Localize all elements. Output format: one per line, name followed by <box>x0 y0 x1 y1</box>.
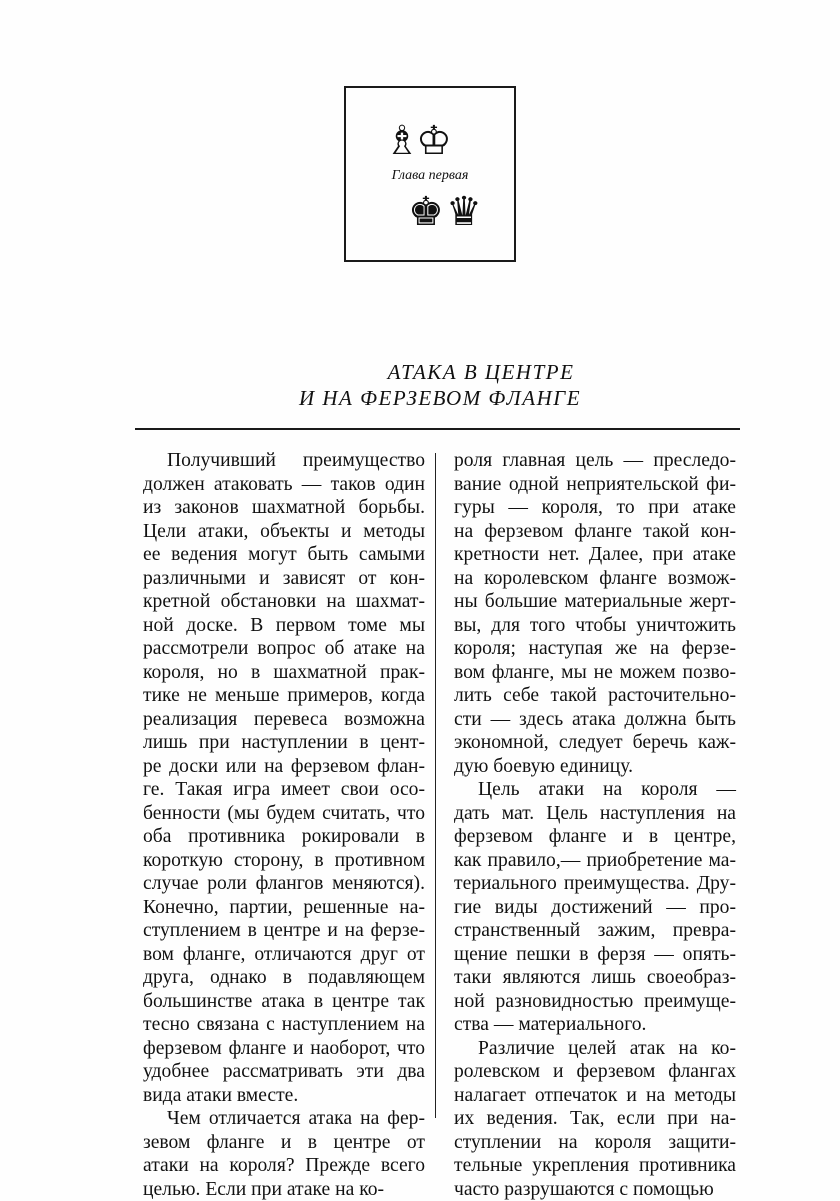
text-line: кретной обстановки на шахмат- <box>143 590 425 614</box>
text-line: различными и зависят от кон- <box>143 567 425 591</box>
text-line: рассмотрели вопрос об атаке на <box>143 637 425 661</box>
text-line: как правило,— приобретение ма- <box>454 849 736 873</box>
text-line: налагает отпечаток и на методы <box>454 1084 736 1108</box>
text-line: ной разновидностью преимуще- <box>454 990 736 1014</box>
text-line: часто разрушаются с помощью <box>454 1178 736 1201</box>
chapter-header-box <box>344 86 516 262</box>
text-line: сти — здесь атака должна быть <box>454 708 736 732</box>
text-line: целью. Если при атаке на ко- <box>143 1178 425 1201</box>
text-line: ной доске. В первом томе мы <box>143 614 425 638</box>
text-line: ства — материального. <box>454 1013 736 1037</box>
text-line: вание одной неприятельской фи- <box>454 473 736 497</box>
text-line: на королевском фланге возмож- <box>454 567 736 591</box>
text-line: из законов шахматной борьбы. <box>143 496 425 520</box>
text-line: большинстве атака в центре так <box>143 990 425 1014</box>
text-line: Чем отличается атака на фер- <box>143 1107 425 1131</box>
black-king-icon: ♚ <box>408 192 444 232</box>
white-king-icon: ♔ <box>416 121 452 161</box>
white-bishop-icon: ♗ <box>384 121 420 161</box>
text-line: ступлением в центре и на ферзе- <box>143 919 425 943</box>
text-line: удобнее рассматривать эти два <box>143 1060 425 1084</box>
text-line: Цели атаки, объекты и методы <box>143 520 425 544</box>
text-line: ступлении на короля защити- <box>454 1131 736 1155</box>
text-line: вы, для того чтобы уничтожить <box>454 614 736 638</box>
text-line: тесно связана с наступлением на <box>143 1013 425 1037</box>
text-line: короткую сторону, в противном <box>143 849 425 873</box>
text-line: тике не меньше примеров, когда <box>143 684 425 708</box>
text-line: оба противника рокировали в <box>143 825 425 849</box>
text-line: атаки на короля? Прежде всего <box>143 1154 425 1178</box>
text-line: на ферзевом фланге такой кон- <box>454 520 736 544</box>
text-line: гие виды достижений — про- <box>454 896 736 920</box>
left-column <box>143 449 425 1201</box>
text-line: лишь при наступлении в цент- <box>143 731 425 755</box>
text-line: ре доски или на ферзевом флан- <box>143 755 425 779</box>
text-line: бенности (мы будем считать, что <box>143 802 425 826</box>
text-line: ферзевом фланге и наоборот, что <box>143 1037 425 1061</box>
text-line: зевом фланге и в центре от <box>143 1131 425 1155</box>
chapter-title-line-2: И НА ФЕРЗЕВОМ ФЛАНГЕ <box>130 386 750 411</box>
text-line: ны большие материальные жерт- <box>454 590 736 614</box>
text-line: гуры — короля, то при атаке <box>454 496 736 520</box>
text-line: реализация перевеса возможна <box>143 708 425 732</box>
text-line: ролевском и ферзевом флангах <box>454 1060 736 1084</box>
text-line: Конечно, партии, решенные на- <box>143 896 425 920</box>
text-line: их ведения. Так, если при на- <box>454 1107 736 1131</box>
text-line: тельные укрепления противника <box>454 1154 736 1178</box>
text-line: таки являются лишь своеобраз- <box>454 966 736 990</box>
text-line: ге. Такая игра имеет свои осо- <box>143 778 425 802</box>
text-line: должен атаковать — таков один <box>143 473 425 497</box>
text-line: вида атаки вместе. <box>143 1084 425 1108</box>
text-line: Получивший преимущество <box>143 449 425 473</box>
text-line: лить себе такой расточительно- <box>454 684 736 708</box>
text-line: вом фланге, отличаются друг от <box>143 943 425 967</box>
text-line: вом фланге, мы не можем позво- <box>454 661 736 685</box>
text-line: ферзевом фланге и в центре, <box>454 825 736 849</box>
text-line: экономной, следует беречь каж- <box>454 731 736 755</box>
text-line: случае роли флангов меняются). <box>143 872 425 896</box>
text-line: странственный зажим, превра- <box>454 919 736 943</box>
black-queen-icon: ♛ <box>446 192 482 232</box>
text-line: дать мат. Цель наступления на <box>454 802 736 826</box>
title-rule <box>135 428 740 430</box>
text-line: кретности нет. Далее, при атаке <box>454 543 736 567</box>
column-divider <box>435 453 436 1118</box>
text-line: короля, но в шахматной прак- <box>143 661 425 685</box>
text-line: друга, однако в подавляющем <box>143 966 425 990</box>
right-column <box>454 449 736 1201</box>
chapter-label: Глава первая <box>346 168 514 184</box>
text-line: териального преимущества. Дру- <box>454 872 736 896</box>
text-line: Различие целей атак на ко- <box>454 1037 736 1061</box>
text-line: короля; наступая же на ферзе- <box>454 637 736 661</box>
text-line: ее ведения могут быть самыми <box>143 543 425 567</box>
text-line: Цель атаки на короля — <box>454 778 736 802</box>
text-line: роля главная цель — преследо- <box>454 449 736 473</box>
chapter-title-line-1: АТАКА В ЦЕНТРЕ <box>171 360 791 385</box>
text-line: щение пешки в ферзя — опять- <box>454 943 736 967</box>
text-line: дую боевую единицу. <box>454 755 736 779</box>
